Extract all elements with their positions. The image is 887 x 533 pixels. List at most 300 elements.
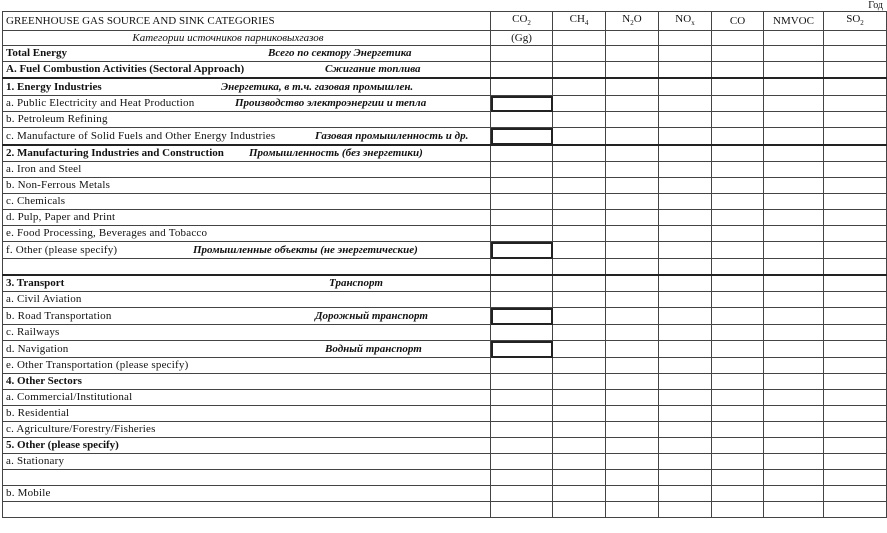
category-label-en: a. Stationary	[6, 455, 65, 468]
value-cell-co2	[491, 486, 553, 502]
value-cell-nmvoc	[764, 242, 824, 259]
value-cell-co2	[491, 178, 553, 194]
value-cell-nox	[659, 390, 712, 406]
category-cell	[3, 178, 491, 194]
value-cell-ch4	[553, 62, 606, 79]
category-cell	[3, 470, 491, 486]
value-cell-co	[712, 96, 764, 112]
value-cell-n2o	[606, 210, 659, 226]
units-label: (Gg)	[491, 31, 553, 46]
value-cell-co2	[491, 341, 553, 358]
category-cell	[3, 210, 491, 226]
value-cell-co	[712, 210, 764, 226]
value-cell-nox	[659, 406, 712, 422]
value-cell-nox	[659, 145, 712, 162]
value-cell-co2	[491, 96, 553, 112]
table-row	[3, 210, 887, 226]
table-row	[3, 128, 887, 146]
value-cell-n2o	[606, 275, 659, 292]
value-cell-n2o	[606, 358, 659, 374]
value-cell-co2	[491, 259, 553, 276]
gas-header-co: CO	[712, 12, 764, 31]
header-row-2	[3, 31, 887, 46]
value-cell-nmvoc	[764, 341, 824, 358]
value-cell-n2o	[606, 194, 659, 210]
value-cell-n2o	[606, 46, 659, 62]
value-cell-nmvoc	[764, 194, 824, 210]
category-cell	[3, 502, 491, 518]
value-cell-co	[712, 502, 764, 518]
category-label-ru: Промышленные объекты (не энергетические)	[193, 243, 418, 256]
table-row	[3, 112, 887, 128]
value-cell-nox	[659, 308, 712, 325]
value-cell-nmvoc	[764, 292, 824, 308]
value-cell-ch4	[553, 502, 606, 518]
value-cell-co	[712, 406, 764, 422]
value-cell-n2o	[606, 502, 659, 518]
category-cell	[3, 226, 491, 242]
value-cell-ch4	[553, 162, 606, 178]
category-cell	[3, 486, 491, 502]
category-label-en: 2. Manufacturing Industries and Construction	[6, 147, 224, 160]
value-cell-so2	[824, 486, 887, 502]
category-cell	[3, 194, 491, 210]
table-row	[3, 454, 887, 470]
value-cell-nmvoc	[764, 178, 824, 194]
value-cell-so2	[824, 194, 887, 210]
category-label-en: b. Mobile	[6, 487, 51, 500]
value-cell-so2	[824, 259, 887, 276]
header-title-en: GREENHOUSE GAS SOURCE AND SINK CATEGORIES	[3, 12, 491, 31]
value-cell-nmvoc	[764, 486, 824, 502]
value-cell-n2o	[606, 242, 659, 259]
table-row	[3, 275, 887, 292]
table-row	[3, 46, 887, 62]
value-cell-nox	[659, 259, 712, 276]
value-cell-nmvoc	[764, 162, 824, 178]
value-cell-co	[712, 358, 764, 374]
category-label-en: b. Petroleum Refining	[6, 113, 108, 126]
category-label-en: c. Manufacture of Solid Fuels and Other Energy Industries	[6, 129, 276, 142]
value-cell-nmvoc	[764, 438, 824, 454]
value-cell-nmvoc	[764, 454, 824, 470]
category-label-en: e. Food Processing, Beverages and Tobacco	[6, 227, 208, 240]
value-cell-ch4	[553, 46, 606, 62]
value-cell-so2	[824, 470, 887, 486]
category-cell	[3, 292, 491, 308]
category-cell	[3, 96, 491, 112]
value-cell-ch4	[553, 406, 606, 422]
category-cell	[3, 275, 491, 292]
value-cell-co	[712, 128, 764, 146]
value-cell-co2	[491, 78, 553, 96]
category-cell	[3, 374, 491, 390]
value-cell-nox	[659, 275, 712, 292]
gas-header-co2: $CO_2$	[491, 12, 553, 31]
value-cell-so2	[824, 390, 887, 406]
value-cell-co	[712, 486, 764, 502]
value-cell-ch4	[553, 454, 606, 470]
table-row	[3, 292, 887, 308]
table-row	[3, 374, 887, 390]
value-cell-co2	[491, 454, 553, 470]
category-label-en: f. Other (please specify)	[6, 243, 118, 256]
value-cell-co2	[491, 502, 553, 518]
value-cell-nox	[659, 210, 712, 226]
value-cell-nox	[659, 178, 712, 194]
category-label-en: 1. Energy Industries	[6, 80, 102, 93]
value-cell-co	[712, 162, 764, 178]
category-label-ru: Промышленность (без энергетики)	[249, 147, 423, 160]
value-cell-co	[712, 78, 764, 96]
category-label-en: 4. Other Sectors	[6, 375, 82, 388]
value-cell-co2	[491, 275, 553, 292]
value-cell-co	[712, 259, 764, 276]
value-cell-co	[712, 145, 764, 162]
value-cell-nox	[659, 502, 712, 518]
value-cell-ch4	[553, 374, 606, 390]
value-cell-co2	[491, 470, 553, 486]
table-row	[3, 194, 887, 210]
category-cell	[3, 78, 491, 96]
value-cell-co2	[491, 422, 553, 438]
value-cell-nmvoc	[764, 275, 824, 292]
table-body	[3, 46, 887, 518]
value-cell-nmvoc	[764, 62, 824, 79]
value-cell-n2o	[606, 128, 659, 146]
value-cell-co2	[491, 62, 553, 79]
category-cell	[3, 145, 491, 162]
value-cell-nox	[659, 78, 712, 96]
value-cell-n2o	[606, 112, 659, 128]
value-cell-n2o	[606, 422, 659, 438]
value-cell-nox	[659, 46, 712, 62]
year-label: Год	[868, 0, 883, 11]
table-row	[3, 226, 887, 242]
value-cell-co	[712, 194, 764, 210]
value-cell-co	[712, 454, 764, 470]
table-row	[3, 358, 887, 374]
value-cell-nmvoc	[764, 210, 824, 226]
value-cell-nox	[659, 226, 712, 242]
category-cell	[3, 406, 491, 422]
value-cell-co2	[491, 292, 553, 308]
value-cell-co2	[491, 374, 553, 390]
category-label-en: a. Civil Aviation	[6, 293, 82, 306]
value-cell-so2	[824, 275, 887, 292]
category-label-en: c. Chemicals	[6, 195, 66, 208]
category-label-ru: Производство электроэнергии и тепла	[235, 97, 427, 110]
value-cell-n2o	[606, 259, 659, 276]
gas-header-nox: $NO_x$	[659, 12, 712, 31]
value-cell-nmvoc	[764, 325, 824, 341]
table-row	[3, 422, 887, 438]
value-cell-co2	[491, 308, 553, 325]
category-label-en: b. Non-Ferrous Metals	[6, 179, 111, 192]
value-cell-co2	[491, 162, 553, 178]
category-label-en: 3. Transport	[6, 277, 65, 290]
value-cell-co2	[491, 242, 553, 259]
value-cell-ch4	[553, 308, 606, 325]
value-cell-ch4	[553, 275, 606, 292]
table-row	[3, 242, 887, 259]
category-cell	[3, 112, 491, 128]
value-cell-so2	[824, 242, 887, 259]
table-row	[3, 96, 887, 112]
value-cell-ch4	[553, 194, 606, 210]
category-cell	[3, 341, 491, 358]
value-cell-nox	[659, 162, 712, 178]
value-cell-ch4	[553, 96, 606, 112]
value-cell-n2o	[606, 145, 659, 162]
value-cell-so2	[824, 112, 887, 128]
value-cell-so2	[824, 96, 887, 112]
value-cell-so2	[824, 341, 887, 358]
category-label-en: b. Residential	[6, 407, 70, 420]
value-cell-so2	[824, 308, 887, 325]
value-cell-nox	[659, 374, 712, 390]
value-cell-nmvoc	[764, 259, 824, 276]
category-label-en: a. Iron and Steel	[6, 163, 82, 176]
table-row	[3, 62, 887, 79]
value-cell-so2	[824, 46, 887, 62]
category-label-en: b. Road Transportation	[6, 309, 112, 322]
value-cell-nox	[659, 96, 712, 112]
table-row	[3, 406, 887, 422]
value-cell-nox	[659, 128, 712, 146]
value-cell-n2o	[606, 406, 659, 422]
value-cell-nox	[659, 341, 712, 358]
category-label-en: c. Agriculture/Forestry/Fisheries	[6, 423, 156, 436]
category-label-en: e. Other Transportation (please specify)	[6, 359, 189, 372]
value-cell-co	[712, 325, 764, 341]
table-row	[3, 259, 887, 276]
value-cell-co2	[491, 145, 553, 162]
category-cell	[3, 325, 491, 341]
value-cell-ch4	[553, 390, 606, 406]
value-cell-co	[712, 470, 764, 486]
value-cell-co	[712, 275, 764, 292]
value-cell-co	[712, 62, 764, 79]
value-cell-nmvoc	[764, 358, 824, 374]
value-cell-so2	[824, 438, 887, 454]
gas-header-n2o: $N_2O$	[606, 12, 659, 31]
value-cell-n2o	[606, 78, 659, 96]
value-cell-nmvoc	[764, 470, 824, 486]
gas-header-ch4: $CH_4$	[553, 12, 606, 31]
table-row	[3, 162, 887, 178]
value-cell-ch4	[553, 422, 606, 438]
gas-header-so2: $SO_2$	[824, 12, 887, 31]
value-cell-co2	[491, 46, 553, 62]
value-cell-nmvoc	[764, 128, 824, 146]
table-row	[3, 145, 887, 162]
value-cell-co	[712, 112, 764, 128]
value-cell-ch4	[553, 178, 606, 194]
value-cell-n2o	[606, 162, 659, 178]
value-cell-so2	[824, 62, 887, 79]
category-label-ru: Газовая промышленность и др.	[315, 129, 469, 142]
category-cell	[3, 422, 491, 438]
value-cell-co	[712, 226, 764, 242]
value-cell-so2	[824, 128, 887, 146]
category-cell	[3, 454, 491, 470]
table-row	[3, 178, 887, 194]
value-cell-nox	[659, 470, 712, 486]
header-title-ru: Категории источников парниковыхгазов	[3, 31, 491, 46]
value-cell-co	[712, 46, 764, 62]
value-cell-ch4	[553, 112, 606, 128]
category-cell	[3, 358, 491, 374]
category-label-en: a. Commercial/Institutional	[6, 391, 133, 404]
value-cell-ch4	[553, 128, 606, 146]
category-label-en: d. Pulp, Paper and Print	[6, 211, 116, 224]
value-cell-nmvoc	[764, 308, 824, 325]
value-cell-co	[712, 390, 764, 406]
value-cell-ch4	[553, 438, 606, 454]
value-cell-so2	[824, 325, 887, 341]
value-cell-nmvoc	[764, 374, 824, 390]
value-cell-co	[712, 292, 764, 308]
value-cell-n2o	[606, 470, 659, 486]
value-cell-nox	[659, 62, 712, 79]
table-row	[3, 341, 887, 358]
value-cell-n2o	[606, 486, 659, 502]
value-cell-nmvoc	[764, 422, 824, 438]
value-cell-so2	[824, 178, 887, 194]
value-cell-co2	[491, 128, 553, 146]
value-cell-ch4	[553, 226, 606, 242]
table-row	[3, 470, 887, 486]
value-cell-nox	[659, 486, 712, 502]
value-cell-nox	[659, 242, 712, 259]
value-cell-n2o	[606, 438, 659, 454]
value-cell-so2	[824, 162, 887, 178]
value-cell-nmvoc	[764, 96, 824, 112]
category-label-ru: Энергетика, в т.ч. газовая промышлен.	[221, 80, 414, 93]
value-cell-co2	[491, 325, 553, 341]
value-cell-ch4	[553, 325, 606, 341]
value-cell-ch4	[553, 78, 606, 96]
value-cell-n2o	[606, 454, 659, 470]
value-cell-n2o	[606, 178, 659, 194]
value-cell-nox	[659, 438, 712, 454]
value-cell-nmvoc	[764, 226, 824, 242]
header-row-1	[3, 12, 887, 31]
value-cell-ch4	[553, 292, 606, 308]
value-cell-nox	[659, 112, 712, 128]
value-cell-ch4	[553, 358, 606, 374]
value-cell-ch4	[553, 486, 606, 502]
value-cell-ch4	[553, 259, 606, 276]
category-label-en: A. Fuel Combustion Activities (Sectoral Approach)	[6, 63, 245, 76]
value-cell-n2o	[606, 226, 659, 242]
category-cell	[3, 308, 491, 325]
value-cell-nmvoc	[764, 145, 824, 162]
value-cell-nmvoc	[764, 390, 824, 406]
value-cell-nox	[659, 422, 712, 438]
value-cell-n2o	[606, 341, 659, 358]
value-cell-co	[712, 308, 764, 325]
value-cell-nox	[659, 325, 712, 341]
category-label-en: c. Railways	[6, 326, 60, 339]
value-cell-so2	[824, 145, 887, 162]
value-cell-nox	[659, 454, 712, 470]
ghg-inventory-table	[2, 11, 887, 518]
category-label-ru: Водный транспорт	[325, 342, 422, 355]
category-label-ru: Всего по сектору Энергетика	[268, 47, 412, 60]
value-cell-nox	[659, 194, 712, 210]
value-cell-co2	[491, 358, 553, 374]
value-cell-co2	[491, 438, 553, 454]
value-cell-nmvoc	[764, 406, 824, 422]
value-cell-so2	[824, 78, 887, 96]
table-row	[3, 438, 887, 454]
gas-header-nmvoc: NMVOC	[764, 12, 824, 31]
category-label-en: Total Energy	[6, 47, 68, 60]
value-cell-so2	[824, 210, 887, 226]
value-cell-ch4	[553, 242, 606, 259]
value-cell-ch4	[553, 341, 606, 358]
value-cell-n2o	[606, 325, 659, 341]
value-cell-nmvoc	[764, 112, 824, 128]
value-cell-nox	[659, 358, 712, 374]
value-cell-co	[712, 438, 764, 454]
value-cell-co2	[491, 406, 553, 422]
value-cell-nmvoc	[764, 78, 824, 96]
value-cell-co	[712, 178, 764, 194]
category-label-en: d. Navigation	[6, 342, 69, 355]
category-cell	[3, 438, 491, 454]
value-cell-nmvoc	[764, 502, 824, 518]
value-cell-co	[712, 242, 764, 259]
value-cell-so2	[824, 502, 887, 518]
value-cell-n2o	[606, 96, 659, 112]
value-cell-ch4	[553, 470, 606, 486]
table-row	[3, 308, 887, 325]
value-cell-so2	[824, 374, 887, 390]
category-label-ru: Транспорт	[329, 277, 383, 290]
category-cell	[3, 46, 491, 62]
category-cell	[3, 128, 491, 146]
value-cell-co2	[491, 210, 553, 226]
table-row	[3, 78, 887, 96]
value-cell-so2	[824, 358, 887, 374]
table-row	[3, 390, 887, 406]
value-cell-n2o	[606, 308, 659, 325]
category-cell	[3, 390, 491, 406]
category-cell	[3, 162, 491, 178]
value-cell-nox	[659, 292, 712, 308]
value-cell-co	[712, 341, 764, 358]
value-cell-so2	[824, 226, 887, 242]
category-label-ru: Сжигание топлива	[325, 63, 421, 76]
value-cell-co	[712, 374, 764, 390]
value-cell-n2o	[606, 374, 659, 390]
value-cell-ch4	[553, 145, 606, 162]
table-row	[3, 325, 887, 341]
value-cell-so2	[824, 406, 887, 422]
value-cell-co2	[491, 194, 553, 210]
table-row	[3, 502, 887, 518]
value-cell-n2o	[606, 62, 659, 79]
value-cell-n2o	[606, 390, 659, 406]
category-cell	[3, 242, 491, 259]
category-label-en: 5. Other (please specify)	[6, 439, 119, 452]
value-cell-so2	[824, 454, 887, 470]
value-cell-ch4	[553, 210, 606, 226]
value-cell-nmvoc	[764, 46, 824, 62]
